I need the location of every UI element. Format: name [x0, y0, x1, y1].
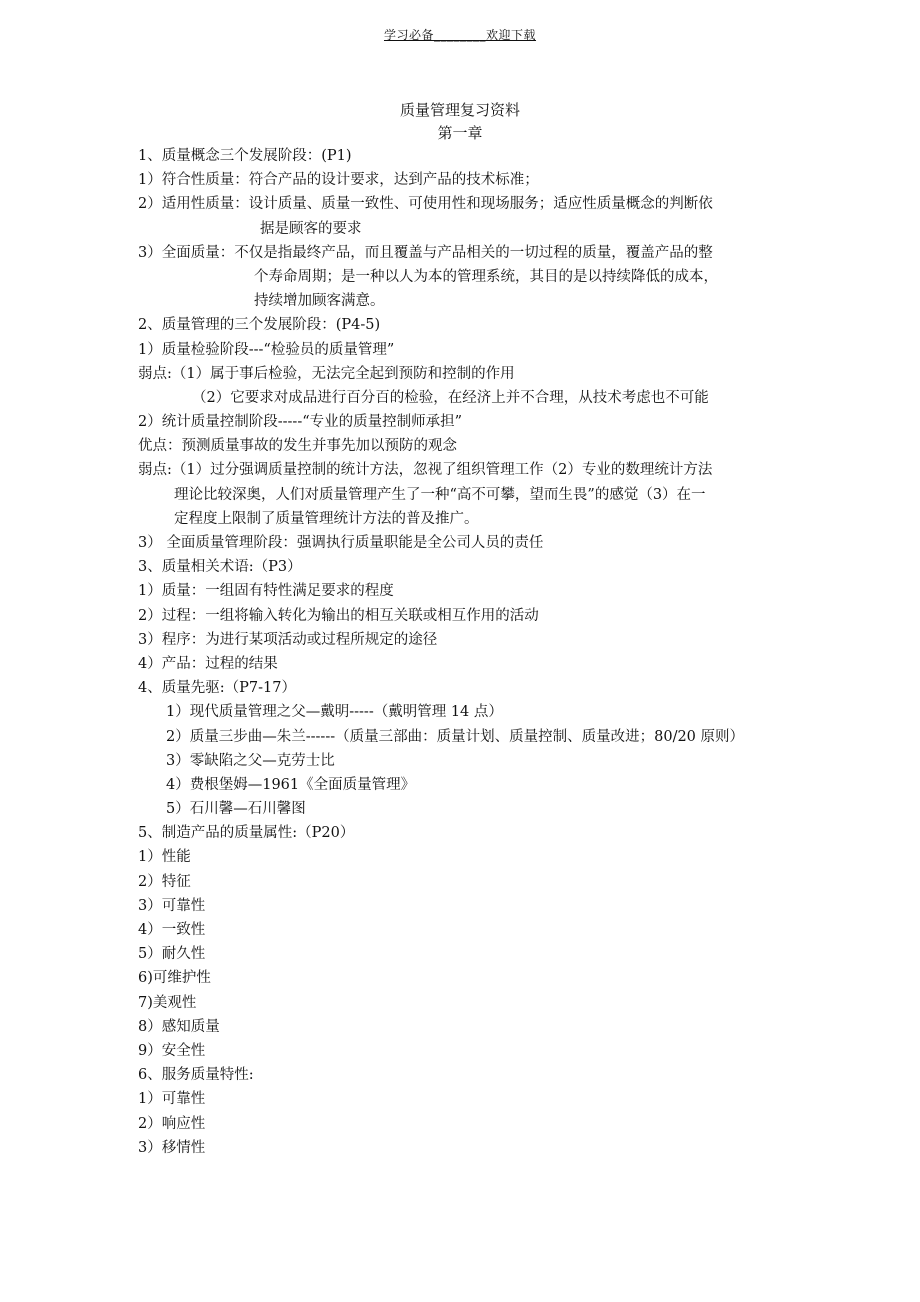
text-line: 4、质量先驱:（P7-17） — [138, 680, 296, 697]
text-line: 7)美观性 — [138, 994, 197, 1011]
text-line: 8）感知质量 — [138, 1018, 220, 1035]
text-line: 弱点:（1）过分强调质量控制的统计方法，忽视了组织管理工作（2）专业的数理统计方法 — [138, 462, 713, 479]
document-body — [138, 144, 788, 1160]
document-title: 质量管理复习资料 — [399, 101, 520, 119]
text-line: 1、质量概念三个发展阶段：(P1) — [138, 148, 352, 164]
text-line: 2）质量三步曲—朱兰------（质量三部曲：质量计划、质量控制、质量改进；80/20 原则） — [166, 728, 745, 745]
text-line: 3）程序：为进行某项活动或过程所规定的途径 — [138, 631, 438, 648]
text-line: 3）移情性 — [138, 1139, 206, 1156]
text-line: 6、服务质量特性: — [138, 1067, 254, 1084]
text-line: 3）可靠性 — [138, 897, 206, 914]
text-line: 1）现代质量管理之父—戴明-----（戴明管理 14 点） — [166, 704, 503, 721]
text-line: 4）产品：过程的结果 — [138, 655, 278, 672]
text-line: 弱点:（1）属于事后检验，无法完全起到预防和控制的作用 — [138, 365, 515, 382]
page-header — [0, 26, 920, 43]
text-line: 4）费根堡姆—1961《全面质量管理》 — [166, 776, 416, 793]
text-line: 2）响应性 — [138, 1115, 206, 1132]
text-line: 4）一致性 — [138, 922, 206, 938]
text-line: 3）全面质量：不仅是指最终产品，而且覆盖与产品相关的一切过程的质量，覆盖产品的整 — [138, 244, 713, 261]
text-line: 2）适用性质量：设计质量、质量一致性、可使用性和现场服务；适应性质量概念的判断依 — [138, 196, 713, 213]
text-line: 1）质量检验阶段---“检验员的质量管理” — [138, 341, 395, 358]
text-line: 5）耐久性 — [138, 946, 206, 963]
chapter-title: 第一章 — [437, 124, 483, 142]
text-line: 1）符合性质量：符合产品的设计要求，达到产品的技术标准； — [138, 172, 539, 189]
text-line: 5）石川馨—石川馨图 — [166, 801, 306, 818]
text-line: 3、质量相关术语:（P3） — [138, 559, 302, 576]
text-line: 1）质量：一组固有特性满足要求的程度 — [138, 583, 394, 600]
text-line: 9）安全性 — [138, 1042, 206, 1059]
text-line: 定程度上限制了质量管理统计方法的普及推广。 — [174, 510, 479, 527]
text-line: 6)可维护性 — [138, 970, 211, 987]
text-line: 2）过程：一组将输入转化为输出的相互关联或相互作用的活动 — [138, 607, 539, 624]
text-line: 3） 全面质量管理阶段：强调执行质量职能是全公司人员的责任 — [138, 535, 544, 551]
text-line: 个寿命周期；是一种以人为本的管理系统，其目的是以持续降低的成本， — [254, 268, 718, 285]
header-left-text: 学习必备 — [383, 28, 434, 42]
text-line: 2）特征 — [138, 873, 191, 890]
text-line: 5、制造产品的质量属性:（P20） — [138, 825, 355, 842]
text-line: 优点：预测质量事故的发生并事先加以预防的观念 — [138, 438, 457, 455]
text-line: 2、质量管理的三个发展阶段：(P4-5) — [138, 317, 381, 334]
header-dashes: ________ — [434, 28, 486, 42]
text-line: 1）性能 — [138, 849, 191, 866]
text-line: 据是顾客的要求 — [260, 220, 362, 237]
text-line: 3）零缺陷之父—克劳士比 — [166, 752, 335, 769]
header-right-text: 欢迎下载 — [486, 28, 537, 42]
text-line: 1）可靠性 — [138, 1091, 206, 1108]
text-line: 2）统计质量控制阶段-----“专业的质量控制师承担” — [138, 414, 463, 431]
text-line: 持续增加顾客满意。 — [254, 293, 385, 310]
text-line: （2）它要求对成品进行百分百的检验，在经济上并不合理，从技术考虑也不可能 — [192, 389, 709, 406]
text-line: 理论比较深奥，人们对质量管理产生了一种“高不可攀，望而生畏”的感觉（3）在一 — [174, 486, 706, 503]
